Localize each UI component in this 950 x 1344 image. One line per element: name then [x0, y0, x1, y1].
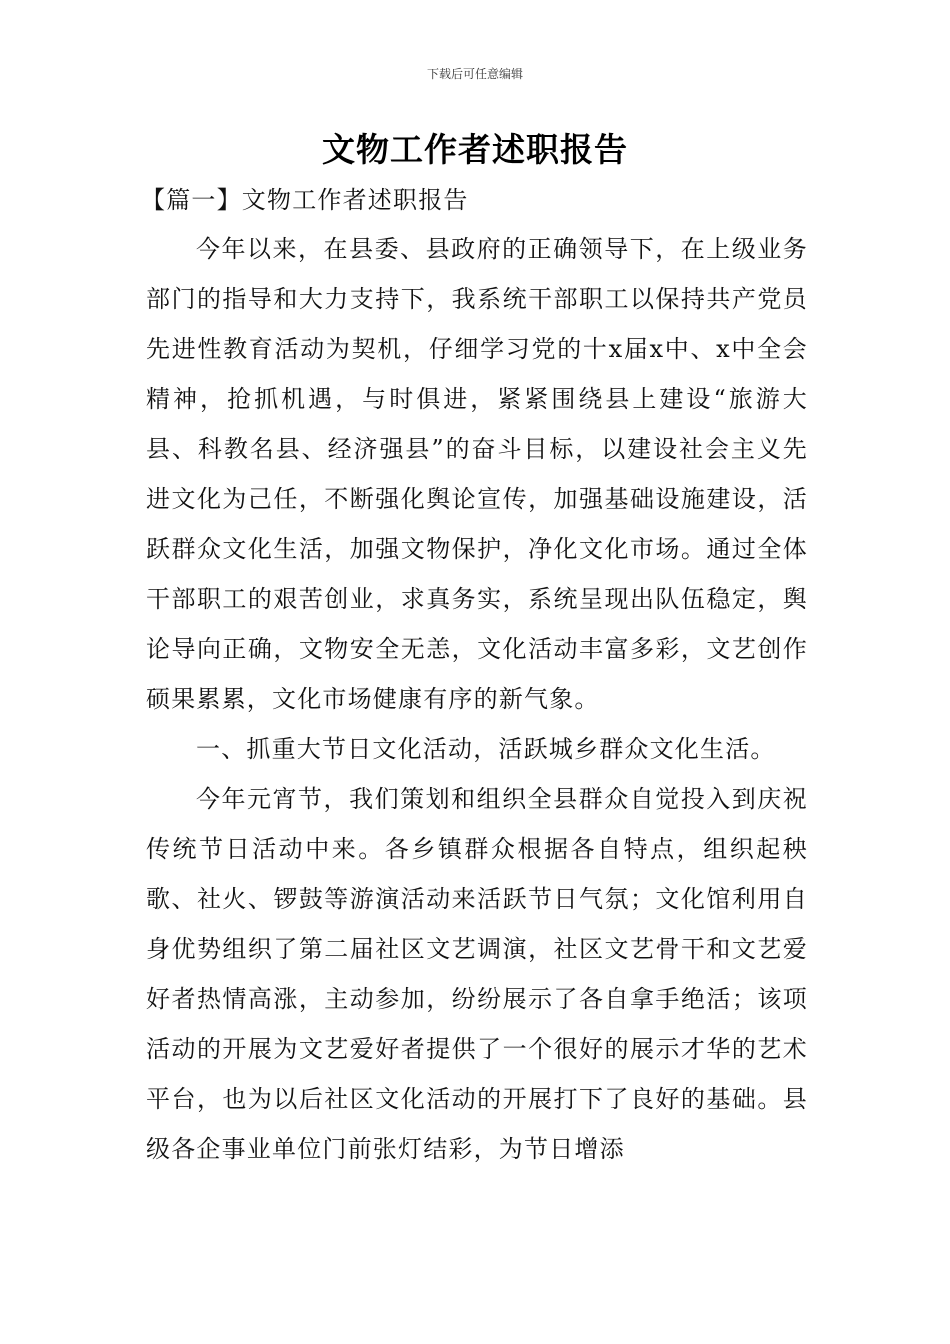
document-body [141, 176, 808, 1174]
paragraph-intro: 今年以来，在县委、县政府的正确领导下，在上级业务部门的指导和大力支持下，我系统干部职工以保持共产党员先进性教育活动为契机，仔细学习党的十x届x中、x中全会精神，抢抓机遇，与时俱进，紧紧围绕县上建设“旅游大县、科教名县、经济强县”的奋斗目标，以建设社会主义先进文化为己任，不断强化舆论宣传，加强基础设施建设，活跃群众文化生活，加强文物保护，净化文化市场。通过全体干部职工的艰苦创业，求真务实，系统呈现出队伍稳定，舆论导向正确，文物安全无恙，文化活动丰富多彩，文艺创作硕果累累，文化市场健康有序的新气象。 [146, 235, 808, 713]
paragraph-lantern-festival: 今年元宵节，我们策划和组织全县群众自觉投入到庆祝传统节日活动中来。各乡镇群众根据各自特点，组织起秧歌、社火、锣鼓等游演活动来活跃节日气氛；文化馆利用自身优势组织了第二届社区文艺调演，社区文艺骨干和文艺爱好者热情高涨，主动参加，纷纷展示了各自拿手绝活；该项活动的开展为文艺爱好者提供了一个很好的展示才华的艺术平台，也为以后社区文化活动的开展打下了良好的基础。县级各企事业单位门前张灯结彩，为节日增添 [146, 785, 808, 1163]
header-note: 下载后可任意编辑 [426, 67, 523, 81]
paragraph-heading-one: 一、抓重大节日文化活动，活跃城乡群众文化生活。 [196, 735, 776, 763]
document-title: 文物工作者述职报告 [322, 130, 628, 169]
section-label: 【篇一】文物工作者述职报告 [141, 186, 469, 214]
